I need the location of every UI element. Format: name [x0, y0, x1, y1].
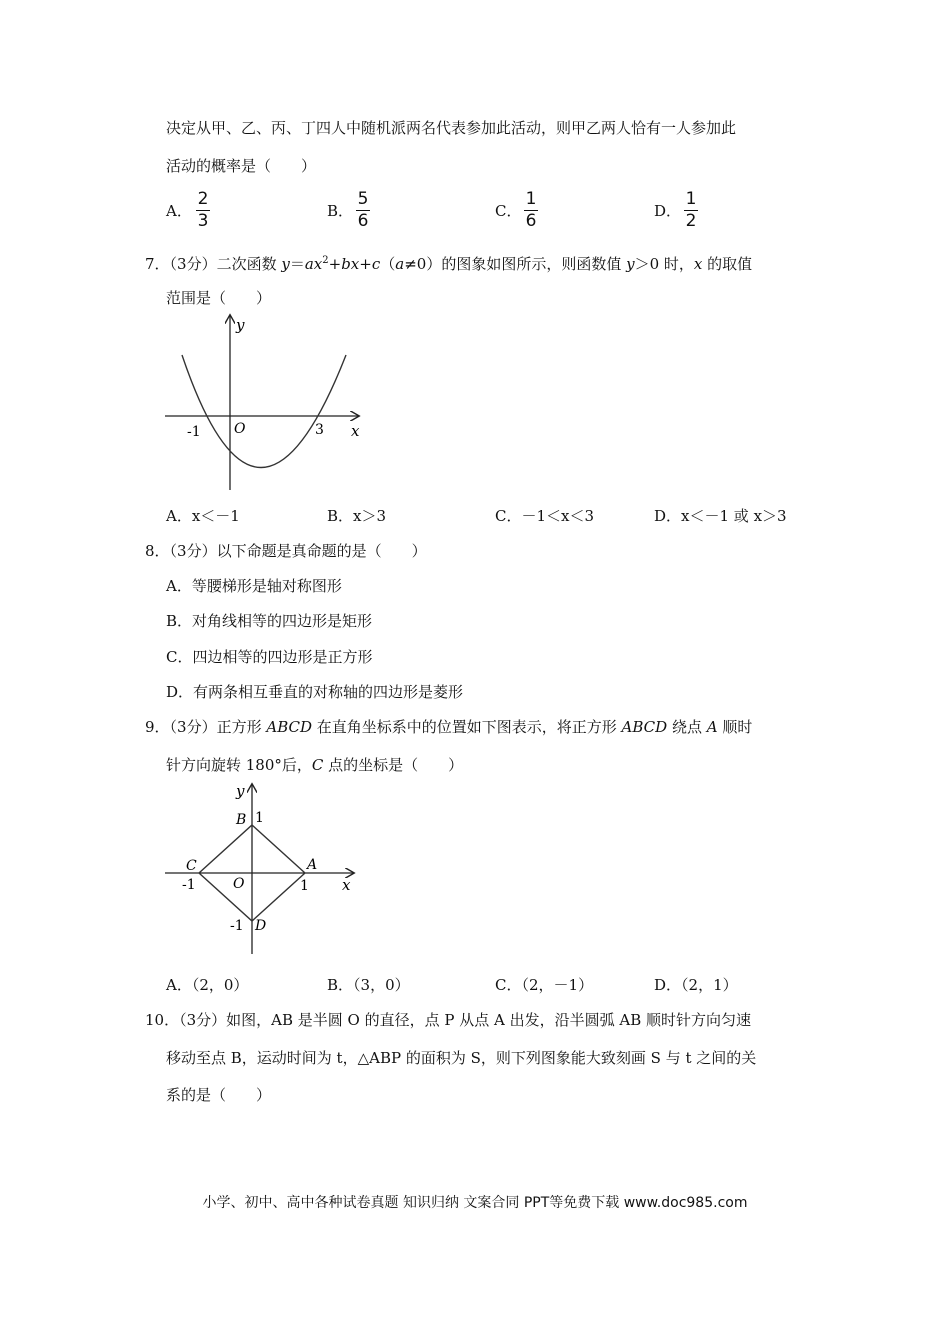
q7-option-b-label: B．: [327, 507, 354, 525]
q7-option-a-text: x＜－1: [191, 507, 240, 525]
q9-tick-1-y: 1: [255, 810, 264, 826]
q9-option-a-label: A．: [166, 976, 192, 994]
q7-prefix: 7．（3分）二次函数: [145, 255, 282, 273]
q9-line1a: 9．（3分）正方形: [145, 718, 267, 736]
q9-tick-neg1-y: -1: [230, 918, 244, 934]
q6-option-d-denominator: 2: [685, 211, 697, 231]
q6-option-d-label: D．: [654, 202, 682, 220]
q9-option-a-text: （2，0）: [191, 976, 249, 994]
q10-stem-line2: 移动至点 B，运动时间为 t，△ABP 的面积为 S，则下列图象能大致刻画 S 与 t 之间的关: [166, 1049, 757, 1067]
q6-option-a-denominator: 3: [197, 211, 209, 231]
q9-option-c-text: （2，－1）: [521, 976, 594, 994]
q6-option-a-label: A．: [166, 202, 192, 220]
q7-x-label: x: [351, 422, 360, 440]
q7-parabola-curve: [182, 355, 346, 468]
q9-tick-1-x: 1: [300, 878, 309, 894]
q9-option-a: [166, 975, 248, 995]
q7-root1-label: -1: [187, 424, 201, 440]
q6-option-b-fraction: [356, 190, 370, 231]
q7-func-eq: ＝: [289, 255, 305, 273]
q7-option-d: [654, 506, 787, 526]
q7-func-a: ax: [304, 255, 323, 273]
q7-y-var: y: [626, 255, 635, 273]
q6-option-d-numerator: 1: [685, 189, 697, 209]
q9-option-b-text: （3，0）: [353, 976, 410, 994]
q7-option-a-label: A．: [166, 507, 192, 525]
q9-point-d: D: [255, 918, 267, 934]
q8-stem: 8．（3分）以下命题是真命题的是（ ）: [145, 542, 427, 560]
q6-option-a-fraction: [196, 190, 210, 231]
q9-option-b-label: B．: [327, 976, 354, 994]
q9-line1b: 在直角坐标系中的位置如下图表示，将正方形: [312, 718, 622, 736]
q9-option-c: [495, 975, 593, 995]
q9-option-c-label: C．: [495, 976, 522, 994]
q9-y-label: y: [236, 782, 245, 800]
q9-x-label: x: [342, 876, 351, 894]
q7-option-b-text: x＞3: [353, 507, 387, 525]
q8-option-d: D．有两条相互垂直的对称轴的四边形是菱形: [166, 683, 464, 701]
q7-gt0: ＞0 时，: [634, 255, 694, 273]
q7-parabola-graph: [160, 310, 370, 495]
q7-option-a: [166, 506, 240, 526]
q6-option-c-numerator: 1: [525, 189, 537, 209]
q7-stem-line2: 范围是（ ）: [166, 289, 272, 307]
q7-option-c: [495, 506, 594, 526]
q6-option-b-numerator: 5: [357, 189, 369, 209]
q6-stem-line1: 决定从甲、乙、丙、丁四人中随机派两名代表参加此活动，则甲乙两人恰有一人参加此: [166, 119, 737, 137]
q6-stem-line2: 活动的概率是（ ）: [166, 157, 317, 175]
q6-option-c-denominator: 6: [525, 211, 537, 231]
q6-option-d-fraction: [684, 190, 698, 231]
q6-option-b-denominator: 6: [357, 211, 369, 231]
q7-option-d-text: x＜－1 或 x＞3: [681, 507, 787, 525]
q9-point-c: C: [186, 858, 197, 874]
q9-point-b: B: [236, 812, 247, 828]
q10-stem-line1: 10．（3分）如图，AB 是半圆 O 的直径，点 P 从点 A 出发，沿半圆弧 AB 顺时针方向匀速: [145, 1011, 751, 1029]
q6-option-c-label: C．: [495, 202, 522, 220]
q7-option-c-text: －1＜x＜3: [521, 507, 595, 525]
q9-tick-neg1-x: -1: [182, 877, 196, 893]
q7-option-c-label: C．: [495, 507, 522, 525]
q7-func-sup: 2: [322, 255, 329, 266]
q10-stem-line3: 系的是（ ）: [166, 1086, 272, 1104]
q9-option-d: [654, 975, 738, 995]
q7-root2-label: 3: [315, 422, 324, 438]
q9-stem-line1: [145, 717, 752, 737]
q6-option-b-label: B．: [327, 202, 354, 220]
q7-tail: 的取值: [702, 255, 753, 273]
q7-func-rest: +bx+c: [328, 255, 381, 273]
q7-option-b: [327, 506, 386, 526]
q7-cond-ne: ≠0）的图象如图所示，则函数值: [404, 255, 627, 273]
q9-point-a: A: [307, 857, 318, 873]
q7-func-y: y: [281, 255, 290, 273]
q7-cond-open: （: [380, 255, 396, 273]
q9-abcd1: ABCD: [266, 718, 312, 736]
q9-square-graph: [160, 780, 360, 960]
q7-x-var: x: [693, 255, 703, 273]
q7-y-label: y: [236, 316, 245, 334]
q9-line1c: 绕点: [667, 718, 707, 736]
q9-line2a: 针方向旋转 180°后，: [166, 756, 312, 774]
q8-option-b: B．对角线相等的四边形是矩形: [166, 612, 373, 630]
q9-line2b: 点的坐标是（ ）: [323, 756, 464, 774]
q9-stem-line2: [166, 755, 463, 775]
q7-origin-label: O: [234, 421, 246, 437]
q8-option-a: A．等腰梯形是轴对称图形: [166, 577, 342, 595]
q7-cond-a: a: [395, 255, 405, 273]
q9-c-pt: C: [311, 756, 324, 774]
q9-option-d-label: D．: [654, 976, 682, 994]
q6-option-a-numerator: 2: [197, 189, 209, 209]
q9-origin-label: O: [233, 876, 245, 892]
q7-option-d-label: D．: [654, 507, 682, 525]
q9-option-b: [327, 975, 410, 995]
q9-abcd2: ABCD: [621, 718, 668, 736]
q9-line1d: 顺时: [717, 718, 753, 736]
q6-option-c-fraction: [524, 190, 538, 231]
page-footer: 小学、初中、高中各种试卷真题 知识归纳 文案合同 PPT等免费下载 www.doc985.com: [202, 1195, 748, 1211]
q9-a-pt: A: [706, 718, 718, 736]
q7-stem-line1: [145, 251, 752, 274]
q8-option-c: C．四边相等的四边形是正方形: [166, 648, 373, 666]
q9-option-d-text: （2，1）: [681, 976, 738, 994]
